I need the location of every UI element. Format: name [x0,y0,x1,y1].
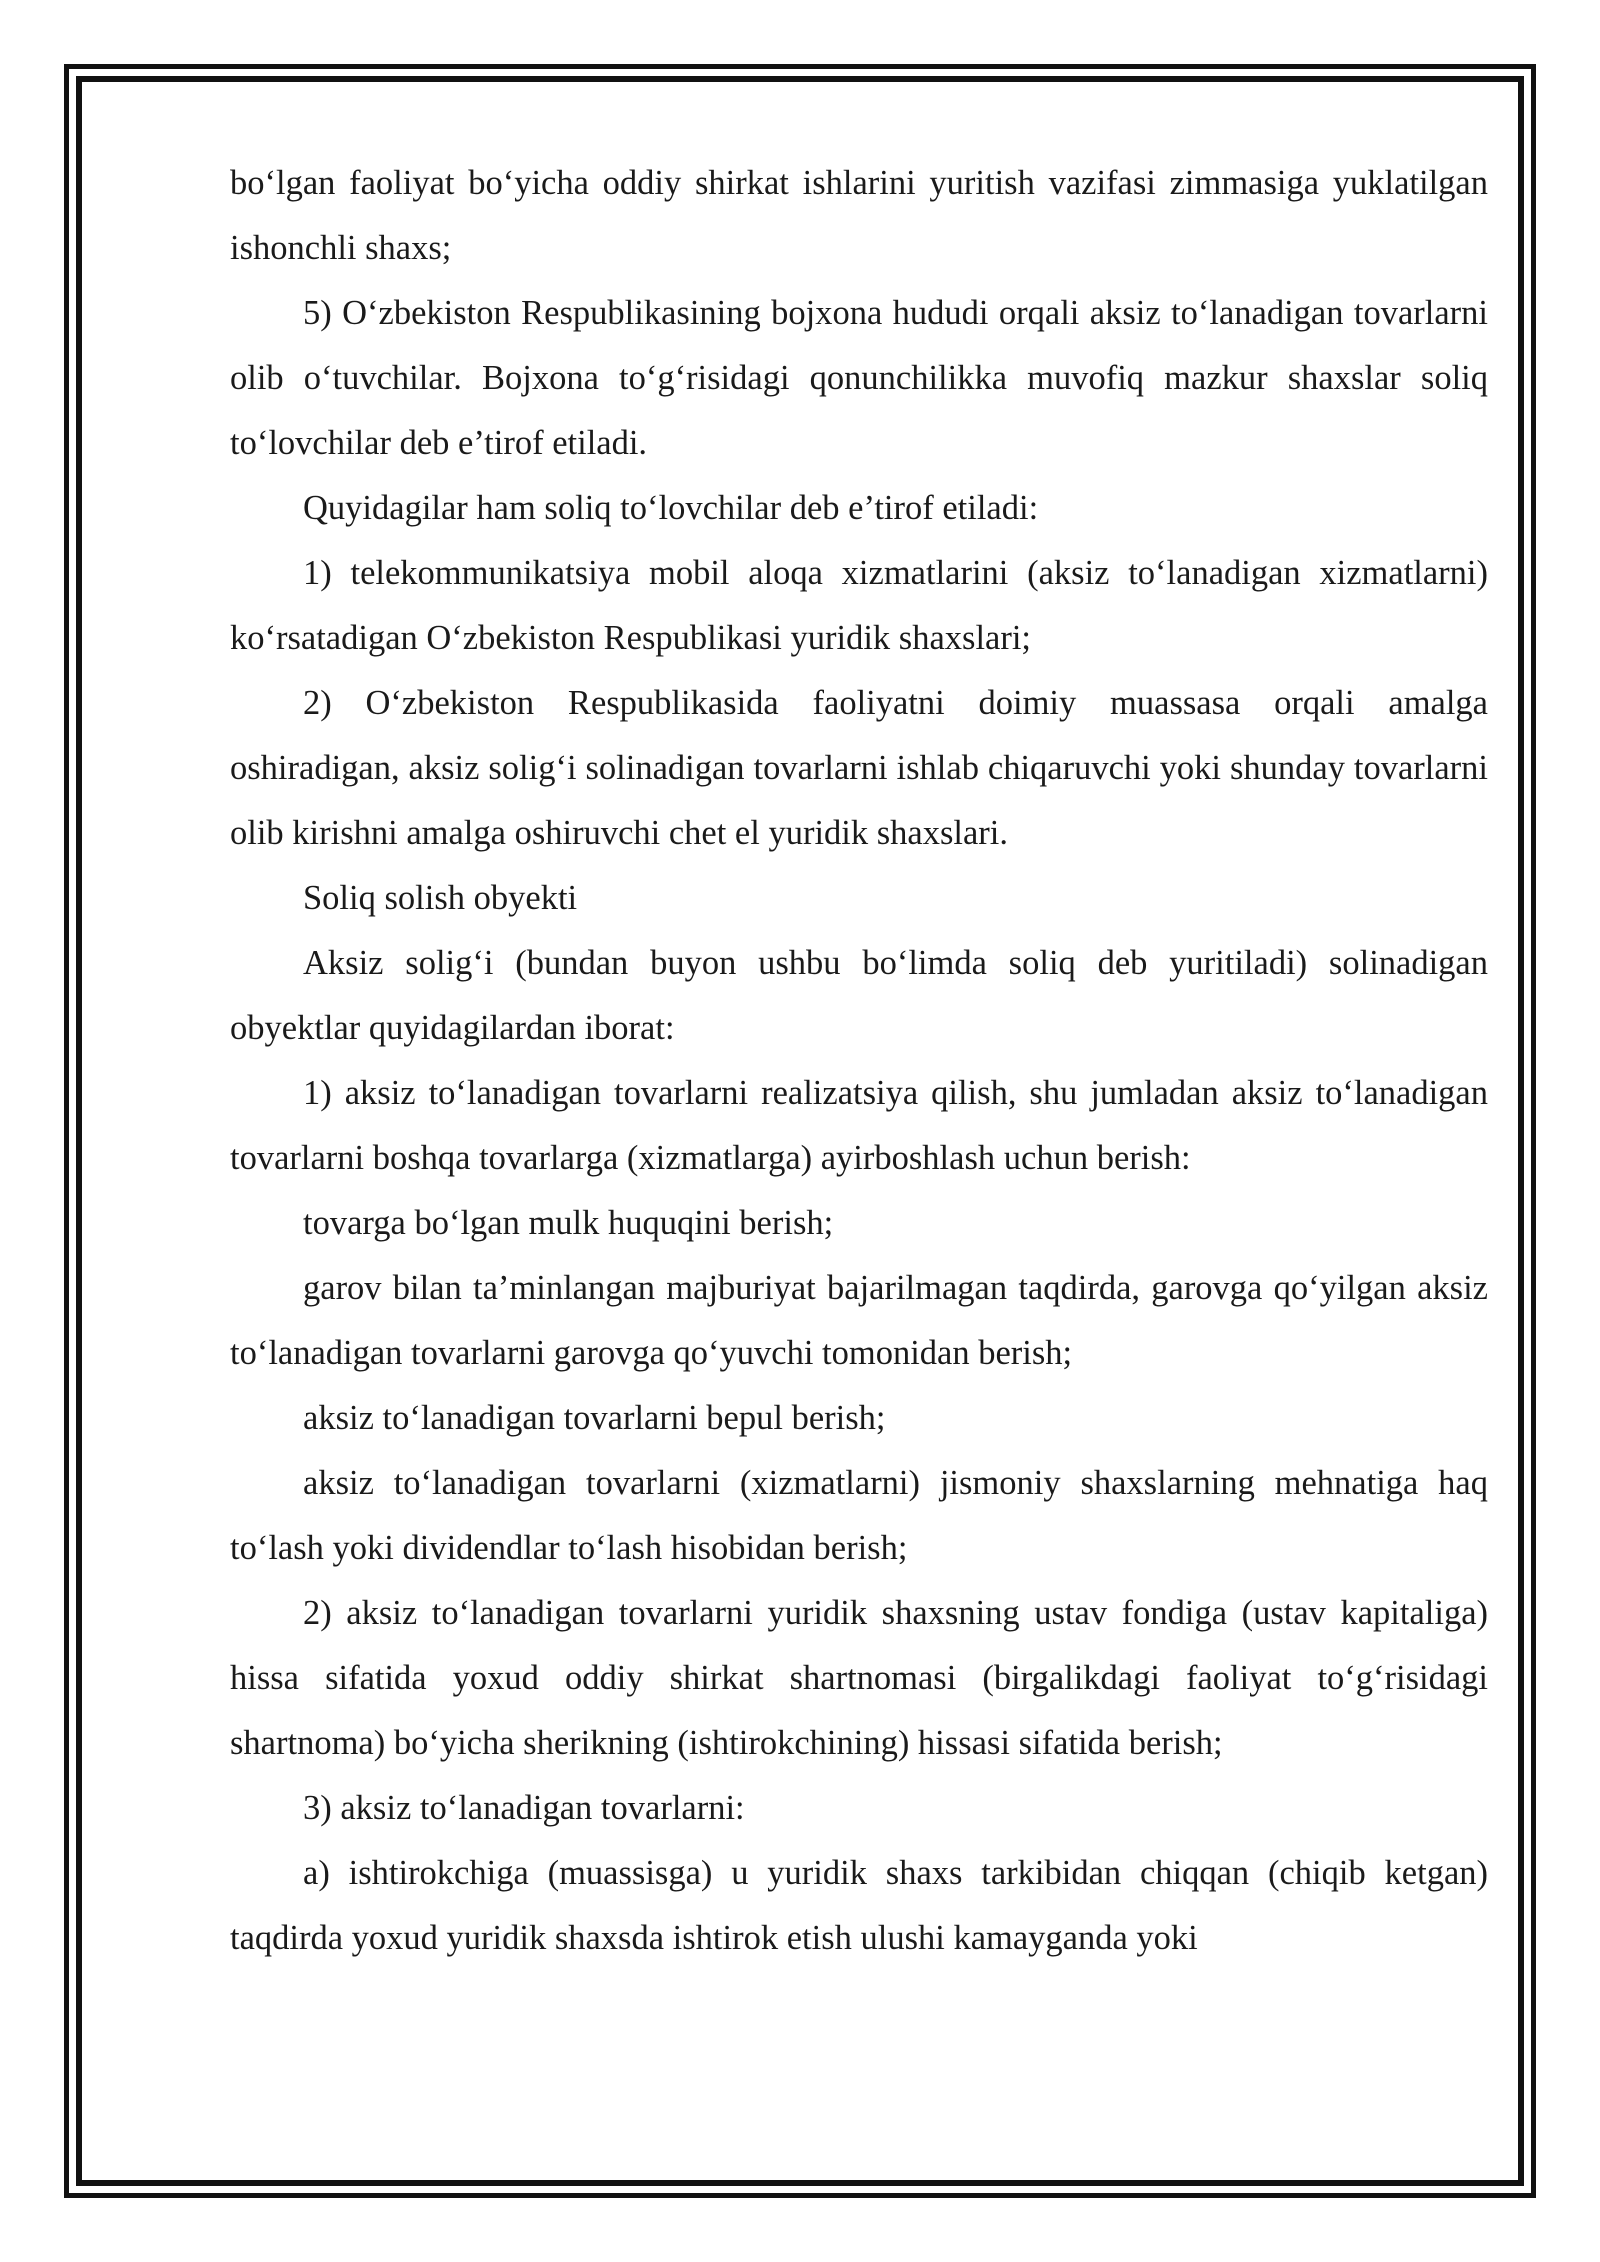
paragraph: 3) aksiz to‘lanadigan tovarlarni: [303,1789,745,1827]
paragraph: Aksiz solig‘i (bundan buyon ushbu bo‘limda soliq deb yuritiladi) solinadigan obyektlar quyidagilardan iborat: [230,944,1488,1047]
paragraph: garov bilan ta’minlangan majburiyat bajarilmagan taqdirda, garovga qo‘yilgan aksiz to‘lanadigan tovarlarni garovga qo‘yuvchi tomonidan berish; [230,1269,1488,1372]
paragraph: 1) aksiz to‘lanadigan tovarlarni realizatsiya qilish, shu jumladan aksiz to‘lanadigan tovarlarni boshqa tovarlarga (xizmatlarga) ayirboshlash uchun berish: [230,1074,1488,1177]
paragraph: bo‘lgan faoliyat bo‘yicha oddiy shirkat ishlarini yuritish vazifasi zimmasiga yuklatilgan ishonchli shaxs; [230,164,1488,267]
paragraph: 5) O‘zbekiston Respublikasining bojxona hududi orqali aksiz to‘lanadigan tovarlarni olib o‘tuvchilar. Bojxona to‘g‘risidagi qonunchilikka muvofiq mazkur shaxslar soliq to‘lovchilar deb e’tirof etiladi. [230,294,1488,462]
paragraph: aksiz to‘lanadigan tovarlarni bepul berish; [303,1399,886,1437]
paragraph: 1) telekommunikatsiya mobil aloqa xizmatlarini (aksiz to‘lanadigan xizmatlarni) ko‘rsatadigan O‘zbekiston Respublikasi yuridik shaxslari; [230,554,1488,657]
paragraph: 2) aksiz to‘lanadigan tovarlarni yuridik shaxsning ustav fondiga (ustav kapitaliga) hissa sifatida yoxud oddiy shirkat shartnomasi (birgalikdagi faoliyat to‘g‘risidagi shartnoma) bo‘yicha sherikning (ishtirokchining) hissasi sifatida berish; [230,1594,1488,1762]
document-body [230,151,1488,1971]
paragraph: aksiz to‘lanadigan tovarlarni (xizmatlarni) jismoniy shaxslarning mehnatiga haq to‘lash yoki dividendlar to‘lash hisobidan berish; [230,1464,1488,1567]
paragraph: tovarga bo‘lgan mulk huquqini berish; [303,1204,834,1242]
paragraph: Quyidagilar ham soliq to‘lovchilar deb e’tirof etiladi: [303,489,1039,527]
paragraph: a) ishtirokchiga (muassisga) u yuridik shaxs tarkibidan chiqqan (chiqib ketgan) taqdirda yoxud yuridik shaxsda ishtirok etish ulushi kamayganda yoki [230,1854,1488,1957]
paragraph: 2) O‘zbekiston Respublikasida faoliyatni doimiy muassasa orqali amalga oshiradigan, aksiz solig‘i solinadigan tovarlarni ishlab chiqaruvchi yoki shunday tovarlarni olib kirishni amalga oshiruvchi chet el yuridik shaxslari. [230,684,1488,852]
section-heading: Soliq solish obyekti [303,879,578,917]
